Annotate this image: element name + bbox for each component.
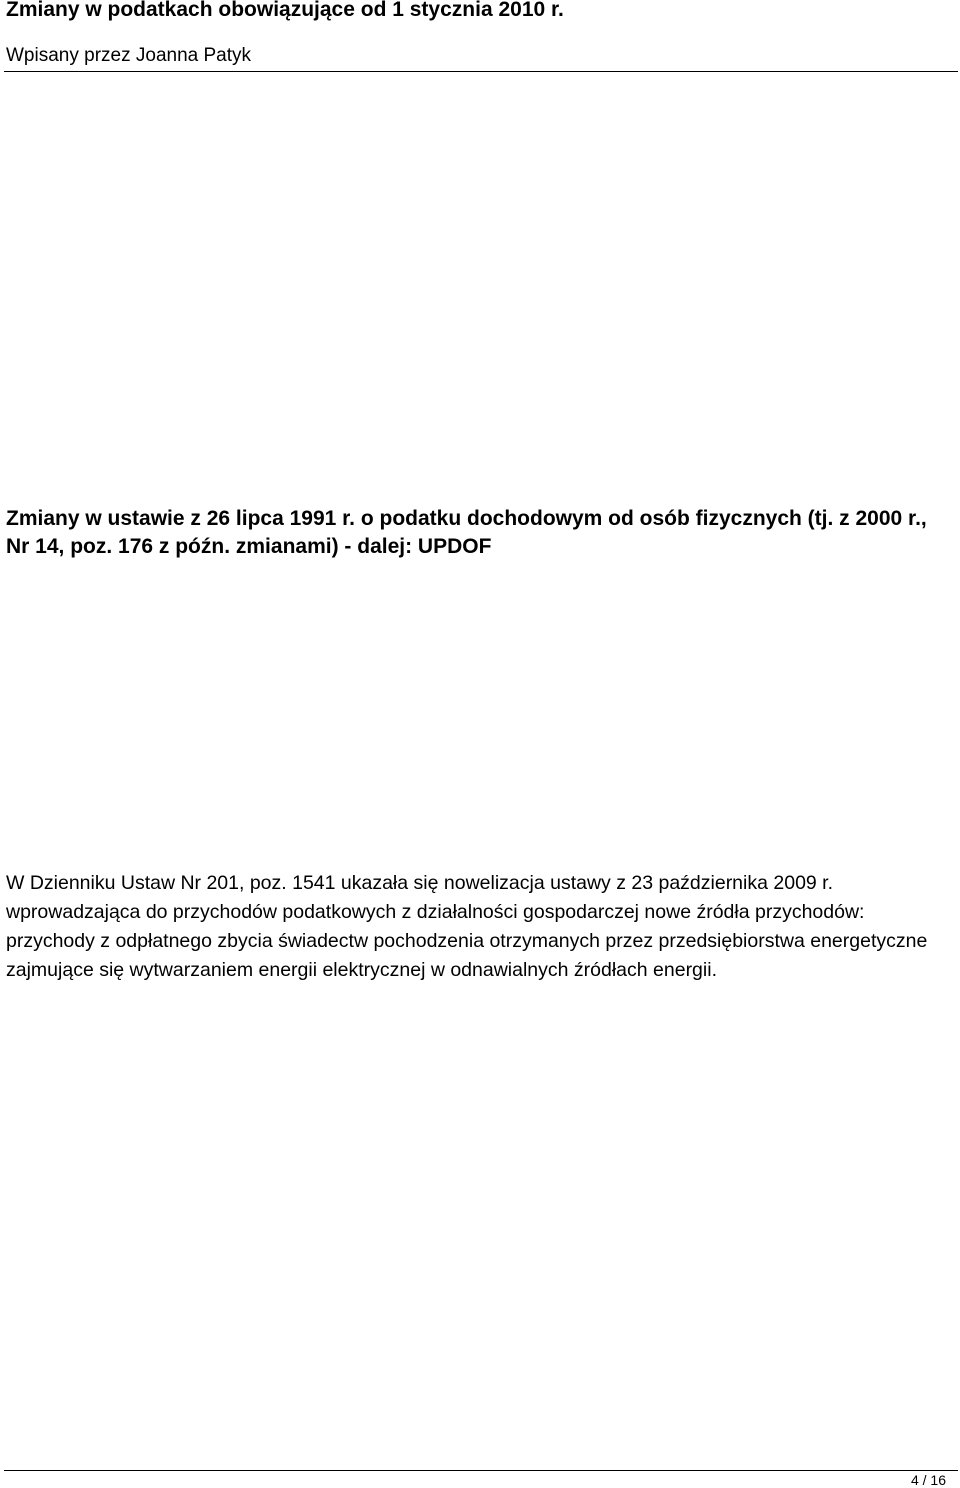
author-byline: Wpisany przez Joanna Patyk xyxy=(6,45,252,66)
body-paragraph: W Dzienniku Ustaw Nr 201, poz. 1541 ukazała się nowelizacja ustawy z 23 października 2009 r. wprowadzająca do przychodów podatkowych z działalności gospodarczej nowe źródła przychodów: przychody z odpłatnego zbycia świadectw pochodzenia otrzymanych przez przedsiębiorstwa energetyczne zajmujące się wytwarzaniem energii elektrycznej w odnawialnych źródłach energii. xyxy=(6,872,928,981)
header-divider xyxy=(4,71,958,72)
footer-divider xyxy=(4,1470,958,1471)
section-heading: Zmiany w ustawie z 26 lipca 1991 r. o podatku dochodowym od osób fizycznych (tj. z 2000 r., Nr 14, poz. 176 z późn. zmianami) - dalej: UPDOF xyxy=(6,507,927,558)
page-number: 4 / 16 xyxy=(910,1472,946,1488)
page-title: Zmiany w podatkach obowiązujące od 1 stycznia 2010 r. xyxy=(6,0,564,21)
